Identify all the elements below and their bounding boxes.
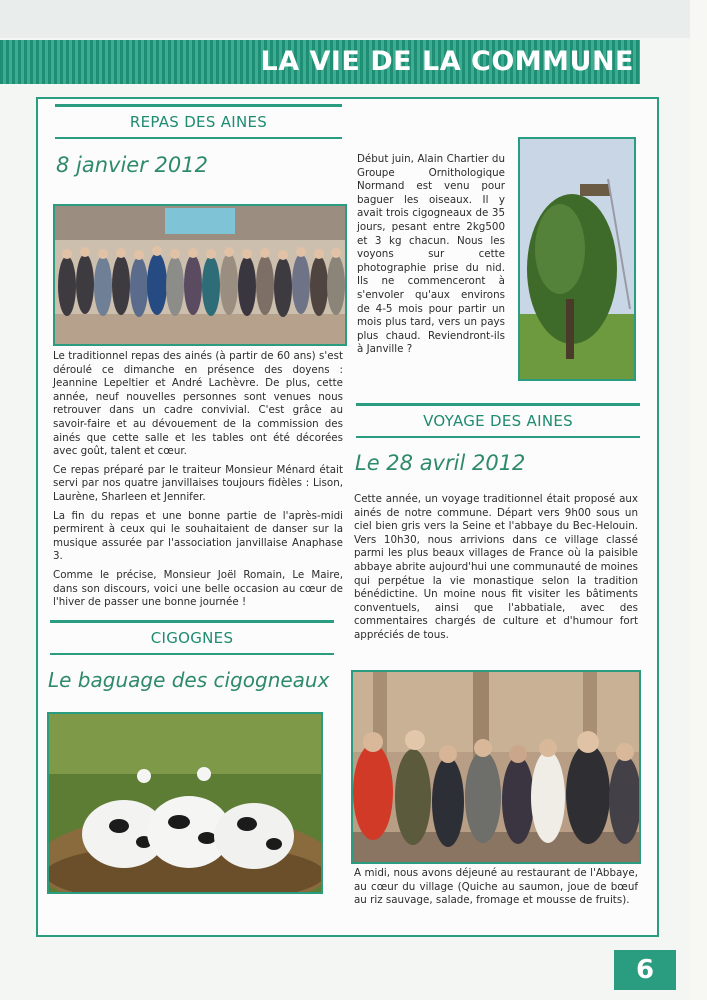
section-header-voyage	[356, 403, 640, 438]
voyage-date: Le 28 avril 2012	[355, 451, 526, 475]
voyage-caption	[354, 867, 638, 913]
repas-paragraph: Comme le précise, Monsieur Joël Romain, Le Maire, dans son discours, voici une belle occasion au cœur de l'hiver de passer une bonne journée !	[53, 568, 343, 609]
repas-paragraph: Le traditionnel repas des ainés (à partir de 60 ans) s'est déroulé ce dimanche en présence des doyens : Jeannine Lepeltier et André Lachèvre. De plus, cette année, neuf nouvelles personnes sont venues nous retrouver dans un cadre convivial. C'est grâce au savoir-faire et au dévouement de la commission des ainés que cette salle et les tables ont été décorées avec goût, talent et cœur.	[53, 350, 343, 458]
cigognes-text	[357, 153, 505, 362]
voyage-caption-text: A midi, nous avons déjeuné au restaurant de l'Abbaye, au cœur du village (Quiche au saumon, joue de bœuf au riz sauvage, salade, fromage et mousse de fruits).	[354, 867, 638, 907]
photo-stork-nest-tree	[518, 137, 636, 381]
section-header-cigognes	[50, 620, 334, 655]
photo-abbey-visit	[351, 670, 641, 864]
page-title: LA VIE DE LA COMMUNE	[260, 46, 634, 77]
page-number: 6	[614, 950, 676, 990]
repas-text	[53, 350, 343, 615]
top-margin	[0, 0, 707, 38]
voyage-paragraph: Cette année, un voyage traditionnel était proposé aux ainés de notre commune. Départ vers 9h00 sous un ciel bien gris vers la Seine et l'abbaye du Bec-Helouin. Vers 10h30, nous arrivions dans ce village classé parmi les plus beaux villages de France où la paisible abbaye abrite aujourd'hui une communauté de moines qui perpétue la vie monastique selon la tradition bénédictine. Un moine nous fit visiter les bâtiments conventuels, ainsi que l'abbatiale, avec des commentaires chargés de culture et d'humour fort appréciés de tous.	[354, 493, 638, 641]
section-label-voyage: VOYAGE DES AINES	[423, 412, 573, 430]
page-edge	[690, 0, 707, 1000]
repas-paragraph: La fin du repas et une bonne partie de l'après-midi permirent à ceux qui le souhaitaient de danser sur la musique assurée par l'association janvillaise Anaphase 3.	[53, 509, 343, 563]
voyage-text	[354, 493, 638, 648]
section-header-repas	[55, 104, 342, 139]
cigognes-title: Le baguage des cigogneaux	[48, 668, 330, 692]
photo-stork-chicks	[47, 712, 323, 894]
repas-date: 8 janvier 2012	[56, 153, 208, 177]
section-label-repas: REPAS DES AINES	[129, 113, 268, 131]
header-band	[0, 40, 640, 84]
repas-paragraph: Ce repas préparé par le traiteur Monsieur Ménard était servi par nos quatre janvillaises toujours fidèles : Lison, Laurène, Sharleen et Jennifer.	[53, 463, 343, 503]
cigognes-paragraph: Début juin, Alain Chartier du Groupe Ornithologique Normand est venu pour baguer les oiseaux. Il y avait trois cigogneaux de 35 jours, pesant entre 2kg500 et 3 kg chacun. Nous les voyons sur cette photographie prise du nid. Ils ne commenceront à s'envoler qu'aux environs de 4-5 mois pour partir un mois plus tard, vers un pays plus chaud. Reviendront-ils à Janville ?	[357, 153, 505, 356]
section-label-cigognes: CIGOGNES	[150, 629, 234, 647]
photo-repas-group	[53, 204, 347, 346]
